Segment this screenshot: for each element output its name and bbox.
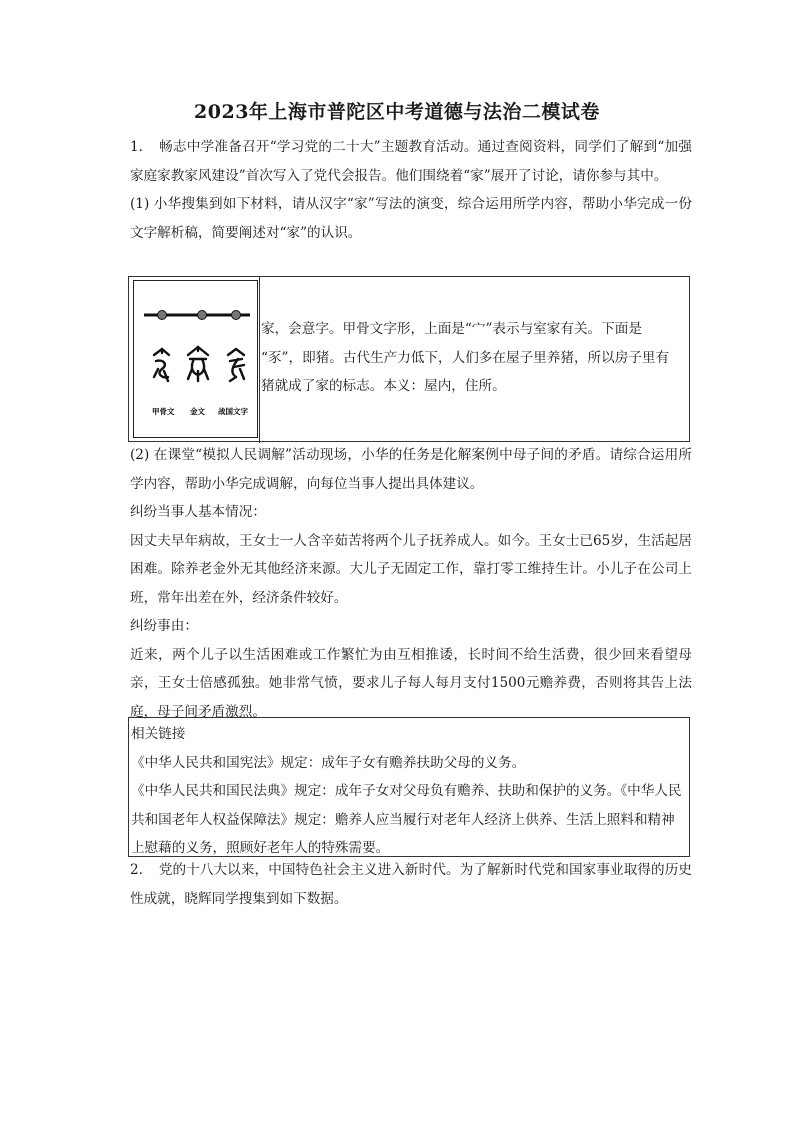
jia-evolution-illustration (134, 281, 256, 436)
oracle-bone-jia-glyph (154, 349, 169, 381)
jia-character-figure (128, 276, 690, 442)
related-links-heading: 相关链接 (131, 726, 186, 742)
page-title: 2023年上海市普陀区中考道德与法治二模试卷 (194, 101, 600, 123)
figure-divider (259, 277, 260, 443)
question-1-block (130, 133, 692, 247)
bronze-jia-glyph (188, 347, 208, 381)
dispute-reason-text: 近来，两个儿子以生活困难或工作繁忙为由互相推诿，长时间不给生活费，很少回来看望母亲，王女士倍感孤独。她非常气愤，要求儿子每人每月支付1500元赡养费，否则将其告上法庭，母子间矛盾激烈。 (130, 646, 692, 720)
caption-bronze: 金文 (190, 407, 205, 416)
question-1-intro (130, 133, 692, 190)
caption-warring-states: 战国文字 (218, 407, 248, 416)
related-link-constitution: 《中华人民共和国宪法》规定：成年子女有赡养扶助父母的义务。 (131, 754, 526, 771)
related-links-box (128, 717, 690, 857)
warring-states-jia-glyph (228, 349, 244, 381)
basic-info-text: 因丈夫早年病故，王女士一人含辛茹苦将两个儿子抚养成人。如今。王女士已65岁，生活起居困难。除养老金外无其他经济来源。大儿子无固定工作，靠打零工维持生计。小儿子在公司上班，常年出差在外，经济条件较好。 (130, 532, 692, 606)
question-2-body: 党的十八大以来，中国特色社会主义进入新时代。为了解新时代党和国家事业取得的历史性成就，晓辉同学搜集到如下数据。 (130, 862, 692, 907)
question-1-intro-text: 畅志中学准备召开“学习党的二十大”主题教育活动。通过查阅资料，同学们了解到“加强家庭家教家风建设”首次写入了党代会报告。他们围绕着“家”展开了讨论，请你参与其中。 (130, 139, 692, 184)
question-1-number: 1. (130, 139, 143, 155)
question-1-part-2: (2) 在课堂“模拟人民调解”活动现场，小华的任务是化解案例中母子间的矛盾。请综合运用所学内容，帮助小华完成调解，向每位当事人提出具体建议。 (130, 447, 692, 492)
question-2-number: 2. (130, 862, 143, 878)
caption-oracle-bone: 甲骨文 (152, 407, 175, 416)
dispute-reason-heading: 纠纷事由： (130, 618, 198, 634)
question-2-block (130, 856, 692, 913)
question-1-part-1: (1) 小华搜集到如下材料，请从汉字“家”写法的演变，综合运用所学内容，帮助小华完成一份文字解析稿，简要阐述对“家”的认识。 (130, 196, 692, 241)
question-2-text (130, 856, 692, 913)
figure-explanation (261, 315, 687, 401)
basic-info-heading: 纠纷当事人基本情况： (130, 504, 266, 520)
character-evolution-image (133, 280, 258, 438)
question-1-part-2-block (130, 441, 692, 726)
figure-text-line-1: 家，会意字。甲骨文字形，上面是“宀”表示与室家有关。下面是 (261, 321, 642, 337)
figure-text-line-2: “豕”，即猪。古代生产力低下，人们多在屋子里养猪，所以房子里有 (261, 349, 670, 366)
figure-text-line-3: 猪就成了家的标志。本义：屋内，住所。 (261, 378, 506, 394)
related-link-civil-code: 《中华人民共和国民法典》规定：成年子女对父母负有赡养、扶助和保护的义务。《中华人民共和国老年人权益保障法》规定：赡养人应当履行对老年人经济上供养、生活上照料和精神上慰藉的义务，照顾好老年人的特殊需要。 (131, 783, 682, 856)
